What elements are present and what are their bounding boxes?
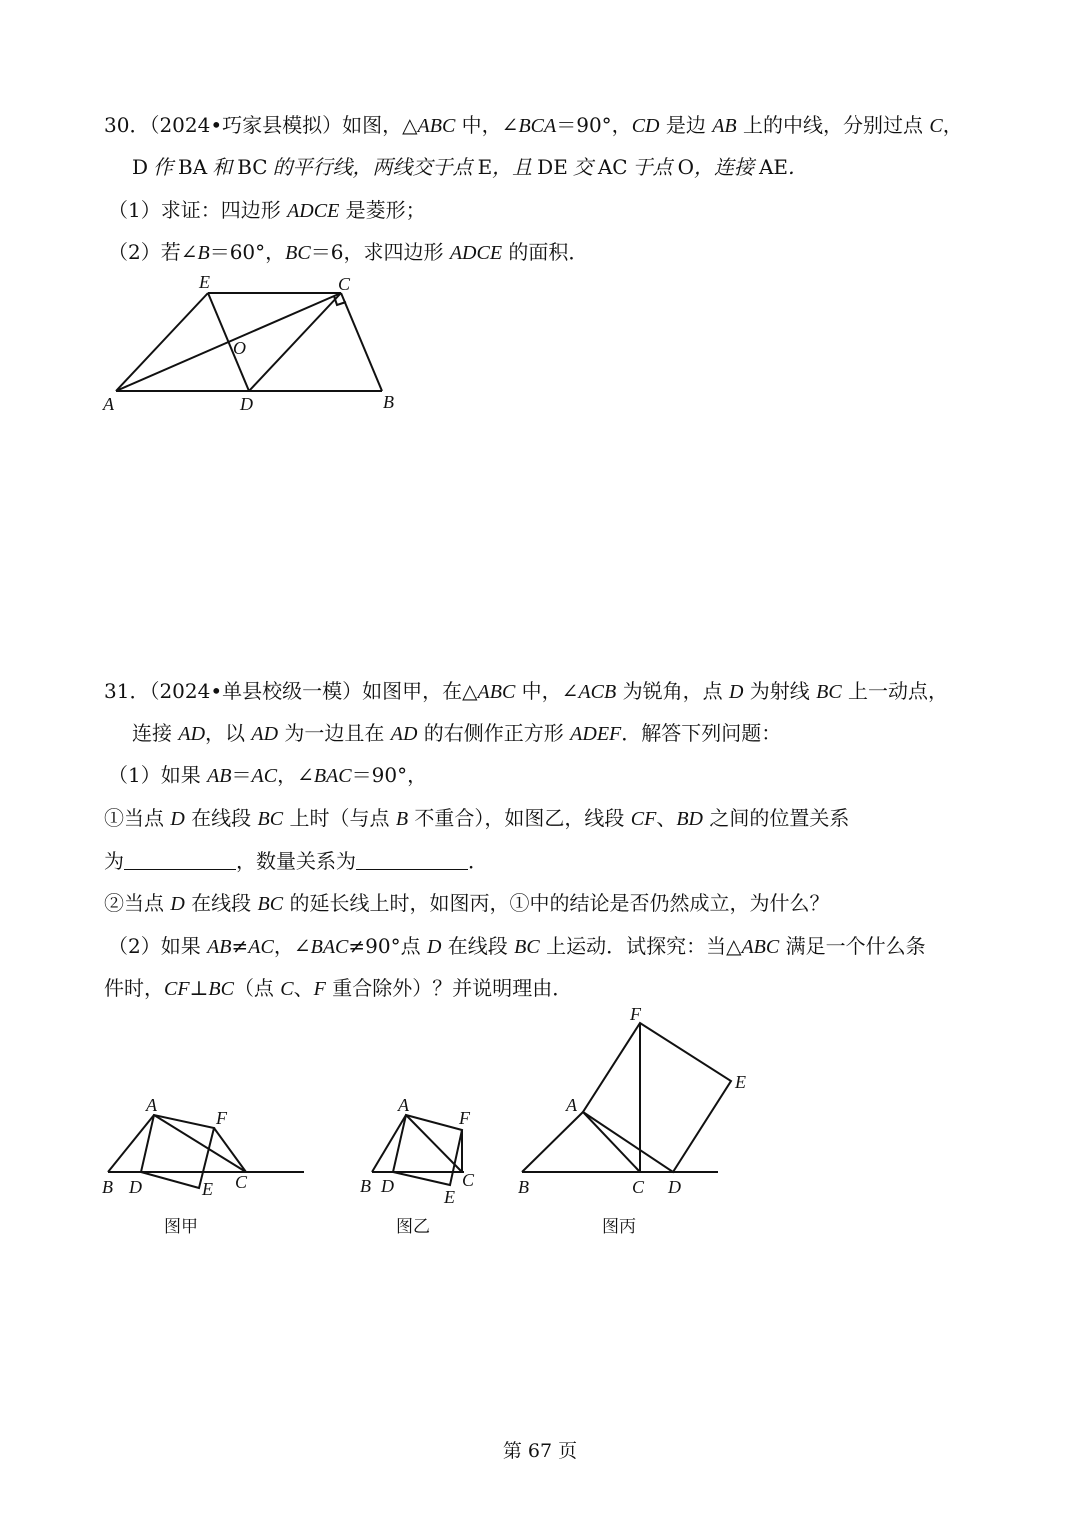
math-variable: AD	[178, 723, 206, 745]
text-segment: ＝90°，	[556, 113, 632, 137]
math-variable: BCA	[518, 115, 557, 137]
math-variable: BC	[514, 936, 540, 958]
yi-label-C: C	[462, 1170, 475, 1190]
math-variable: 和	[207, 157, 238, 179]
yi-segment-BA	[372, 1115, 406, 1172]
q30-line2	[132, 152, 808, 183]
text-segment: ≠	[231, 934, 249, 958]
q31-part2a	[108, 931, 926, 962]
math-variable: C	[929, 115, 943, 137]
math-variable: ABC	[477, 681, 516, 703]
text-segment: AE	[758, 155, 789, 179]
q30-line1	[104, 110, 963, 141]
label-C: C	[338, 274, 351, 294]
text-segment: D	[132, 155, 149, 179]
math-variable: CD	[631, 115, 660, 137]
jia-label-C: C	[235, 1172, 248, 1192]
text-segment: （2）如果	[108, 934, 208, 958]
yi-label-E: E	[444, 1187, 455, 1207]
text-segment: 的面积．	[502, 240, 589, 264]
text-segment: 的延长线上时，如图丙，①中的结论是否仍然成立，为什么？	[283, 891, 830, 915]
q31-sub1a	[104, 803, 849, 834]
yi-label-F: F	[459, 1108, 470, 1128]
text-segment: 在线段	[441, 934, 515, 958]
math-variable: D	[170, 893, 185, 915]
text-segment: 重合除外）？并说明理由．	[325, 976, 573, 1000]
text-segment: 之间的位置关系	[702, 806, 850, 830]
math-variable: CF	[630, 808, 657, 830]
jia-label-B: B	[102, 1177, 113, 1197]
math-variable: D	[728, 681, 744, 703]
text-segment: ＝	[231, 763, 252, 787]
answer-blank-position[interactable]	[124, 849, 236, 870]
jia-segment-BA	[108, 1115, 154, 1172]
math-variable: ，连接	[693, 157, 759, 179]
jia-segment-FC	[214, 1128, 246, 1172]
q31-part2a-text	[108, 934, 926, 958]
right-angle-mark	[334, 296, 346, 305]
q31-part1-text	[108, 763, 427, 787]
math-variable: ．	[788, 157, 809, 179]
math-variable: AD	[251, 723, 279, 745]
q31-sub1b	[104, 846, 488, 876]
q30-stem-line2	[132, 155, 808, 179]
bing-label-B: B	[518, 1177, 529, 1197]
label-E: E	[199, 272, 210, 292]
caption-bing: 图丙	[602, 1217, 636, 1237]
q31-line2	[132, 718, 781, 749]
segment-CB	[341, 293, 382, 391]
segment-ED	[208, 293, 249, 391]
q31-sub1a-text	[104, 806, 849, 830]
math-variable: BD	[676, 808, 703, 830]
figure-bing	[518, 1004, 746, 1237]
math-variable: C	[280, 978, 294, 1000]
math-variable: BC	[816, 681, 842, 703]
yi-label-B: B	[360, 1176, 371, 1196]
q30-part2	[108, 237, 588, 268]
math-variable: BC	[285, 242, 311, 264]
yi-label-D: D	[381, 1176, 394, 1196]
text-segment: ＝90°，	[351, 763, 428, 787]
bing-square-ADEF	[583, 1023, 731, 1172]
text-segment: （1）求证：四边形	[108, 198, 288, 222]
text-segment: 如图，△	[342, 113, 418, 137]
math-variable: ADEF	[570, 723, 622, 745]
bing-label-F: F	[630, 1004, 641, 1024]
caption-jia: 图甲	[164, 1217, 198, 1237]
page-footer: 第 67 页	[502, 1440, 578, 1462]
q31-line1	[104, 676, 948, 707]
q30-part2-text	[108, 240, 588, 264]
math-variable: B	[197, 242, 210, 264]
bing-label-A: A	[566, 1095, 577, 1115]
text-segment: 件时，	[104, 976, 164, 1000]
q31-stem-line2	[132, 721, 781, 745]
math-variable: B	[395, 808, 409, 830]
math-variable: 交	[567, 157, 598, 179]
bing-label-D: D	[668, 1177, 681, 1197]
yi-segment-AC	[406, 1115, 462, 1172]
text-segment: 为锐角，点	[616, 679, 729, 703]
q31-number: 31．	[104, 679, 150, 703]
text-segment: 的右侧作正方形	[417, 721, 571, 745]
math-variable: ADCE	[449, 242, 503, 264]
text-segment: 上时（与点	[283, 806, 396, 830]
q30-part1	[108, 195, 426, 226]
text-segment: BC	[237, 155, 268, 179]
math-variable: AD	[390, 723, 418, 745]
bing-label-C: C	[632, 1177, 645, 1197]
text-segment: 中，∠	[515, 679, 579, 703]
text-segment: 为一边且在	[278, 721, 391, 745]
text-segment: 是菱形；	[339, 198, 426, 222]
segment-DC	[249, 293, 341, 391]
text-segment: 不重合），如图乙，线段	[408, 806, 631, 830]
math-variable: ，且	[492, 157, 538, 179]
q31-part1	[108, 760, 427, 791]
jia-segment-AC	[154, 1115, 246, 1172]
text-segment: 在线段	[184, 891, 258, 915]
jia-label-F: F	[216, 1108, 227, 1128]
label-A: A	[103, 394, 114, 414]
text-segment: 如图甲，在△	[362, 679, 478, 703]
bing-label-E: E	[735, 1072, 746, 1092]
text-segment: 上一动点，	[841, 679, 949, 703]
text-segment: 为射线	[743, 679, 817, 703]
figure-yi	[360, 1095, 475, 1237]
label-O: O	[233, 338, 246, 358]
math-variable: ACB	[578, 681, 617, 703]
caption-yi: 图乙	[396, 1217, 430, 1237]
text-segment: 连接	[132, 721, 179, 745]
jia-label-A: A	[146, 1095, 157, 1115]
q30-source: （2024•巧家县模拟）	[149, 113, 343, 137]
q31-source: （2024•单县校级一模）	[149, 679, 363, 703]
text-segment: ，∠	[277, 763, 314, 787]
figure-jia	[102, 1095, 304, 1237]
math-variable: AC	[248, 936, 274, 958]
text-segment: ，∠	[273, 934, 311, 958]
text-segment: 上运动．试探究：当△	[539, 934, 742, 958]
text-segment: 、	[293, 976, 314, 1000]
text-segment: 在线段	[184, 806, 258, 830]
q31-part2b-text	[104, 976, 572, 1000]
q31-sub1b-end: ．	[468, 849, 488, 873]
math-variable: BAC	[310, 936, 349, 958]
math-variable: 作	[148, 157, 179, 179]
text-segment: DE	[537, 155, 568, 179]
q31-sub1b-middle: ，数量关系为	[236, 849, 356, 873]
text-segment: ，以	[205, 721, 252, 745]
text-segment: ＝60°，	[209, 240, 286, 264]
text-segment: ．解答下列问题：	[621, 721, 782, 745]
math-variable: D	[426, 936, 442, 958]
text-segment: 上的中线，分别过点	[736, 113, 930, 137]
q31-sub2-text	[104, 891, 829, 915]
math-variable: F	[313, 978, 326, 1000]
q30-stem-line1	[342, 113, 963, 137]
math-variable: D	[170, 808, 185, 830]
text-segment: 中，∠	[455, 113, 519, 137]
yi-square-ADEF	[393, 1115, 462, 1185]
math-variable: AB	[207, 765, 232, 787]
text-segment: AC	[597, 155, 628, 179]
bing-segment-BA	[522, 1112, 583, 1172]
label-B: B	[383, 392, 394, 412]
math-variable: BAC	[313, 765, 352, 787]
text-segment: （2）若∠	[108, 240, 198, 264]
math-variable: AC	[251, 765, 278, 787]
math-variable: BC	[208, 978, 234, 1000]
jia-label-E: E	[202, 1179, 213, 1199]
q31-stem-line1	[362, 679, 948, 703]
q30-number: 30．	[104, 113, 150, 137]
text-segment: ②当点	[104, 891, 171, 915]
q31-part2b	[104, 973, 572, 1004]
bing-segment-AC	[583, 1112, 640, 1172]
yi-label-A: A	[398, 1095, 409, 1115]
answer-blank-quantity[interactable]	[356, 849, 468, 870]
text-segment: （点	[233, 976, 281, 1000]
math-variable: ABC	[741, 936, 780, 958]
text-segment: 是边	[659, 113, 713, 137]
q30-part1-text	[108, 198, 426, 222]
text-segment: ＝6，求四边形	[310, 240, 450, 264]
text-segment: 、	[656, 806, 677, 830]
text-segment: O	[677, 155, 694, 179]
q30-figure-lines	[116, 293, 382, 391]
math-variable: AB	[712, 115, 737, 137]
text-segment: 满足一个什么条	[779, 934, 926, 958]
segment-AE	[116, 293, 208, 391]
math-variable: 的平行线，两线交于点	[267, 157, 478, 179]
math-variable: BC	[257, 893, 284, 915]
math-variable: ABC	[417, 115, 456, 137]
q31-sub1b-prefix: 为	[104, 849, 124, 873]
jia-square-ADEF	[141, 1115, 214, 1188]
math-variable: AB	[207, 936, 232, 958]
jia-label-D: D	[129, 1177, 142, 1197]
text-segment: BA	[178, 155, 208, 179]
q31-sub2	[104, 888, 829, 919]
math-variable: ADCE	[287, 200, 340, 222]
text-segment: ①当点	[104, 806, 171, 830]
segment-AC	[116, 293, 341, 391]
math-variable: 于点	[627, 157, 678, 179]
label-D: D	[240, 394, 253, 414]
text-segment: （1）如果	[108, 763, 208, 787]
text-segment: E	[477, 155, 493, 179]
math-variable: CF	[164, 978, 190, 1000]
text-segment: ，	[942, 113, 963, 137]
text-segment: ≠90°点	[348, 934, 427, 958]
text-segment: ⊥	[189, 976, 209, 1000]
math-variable: BC	[257, 808, 284, 830]
